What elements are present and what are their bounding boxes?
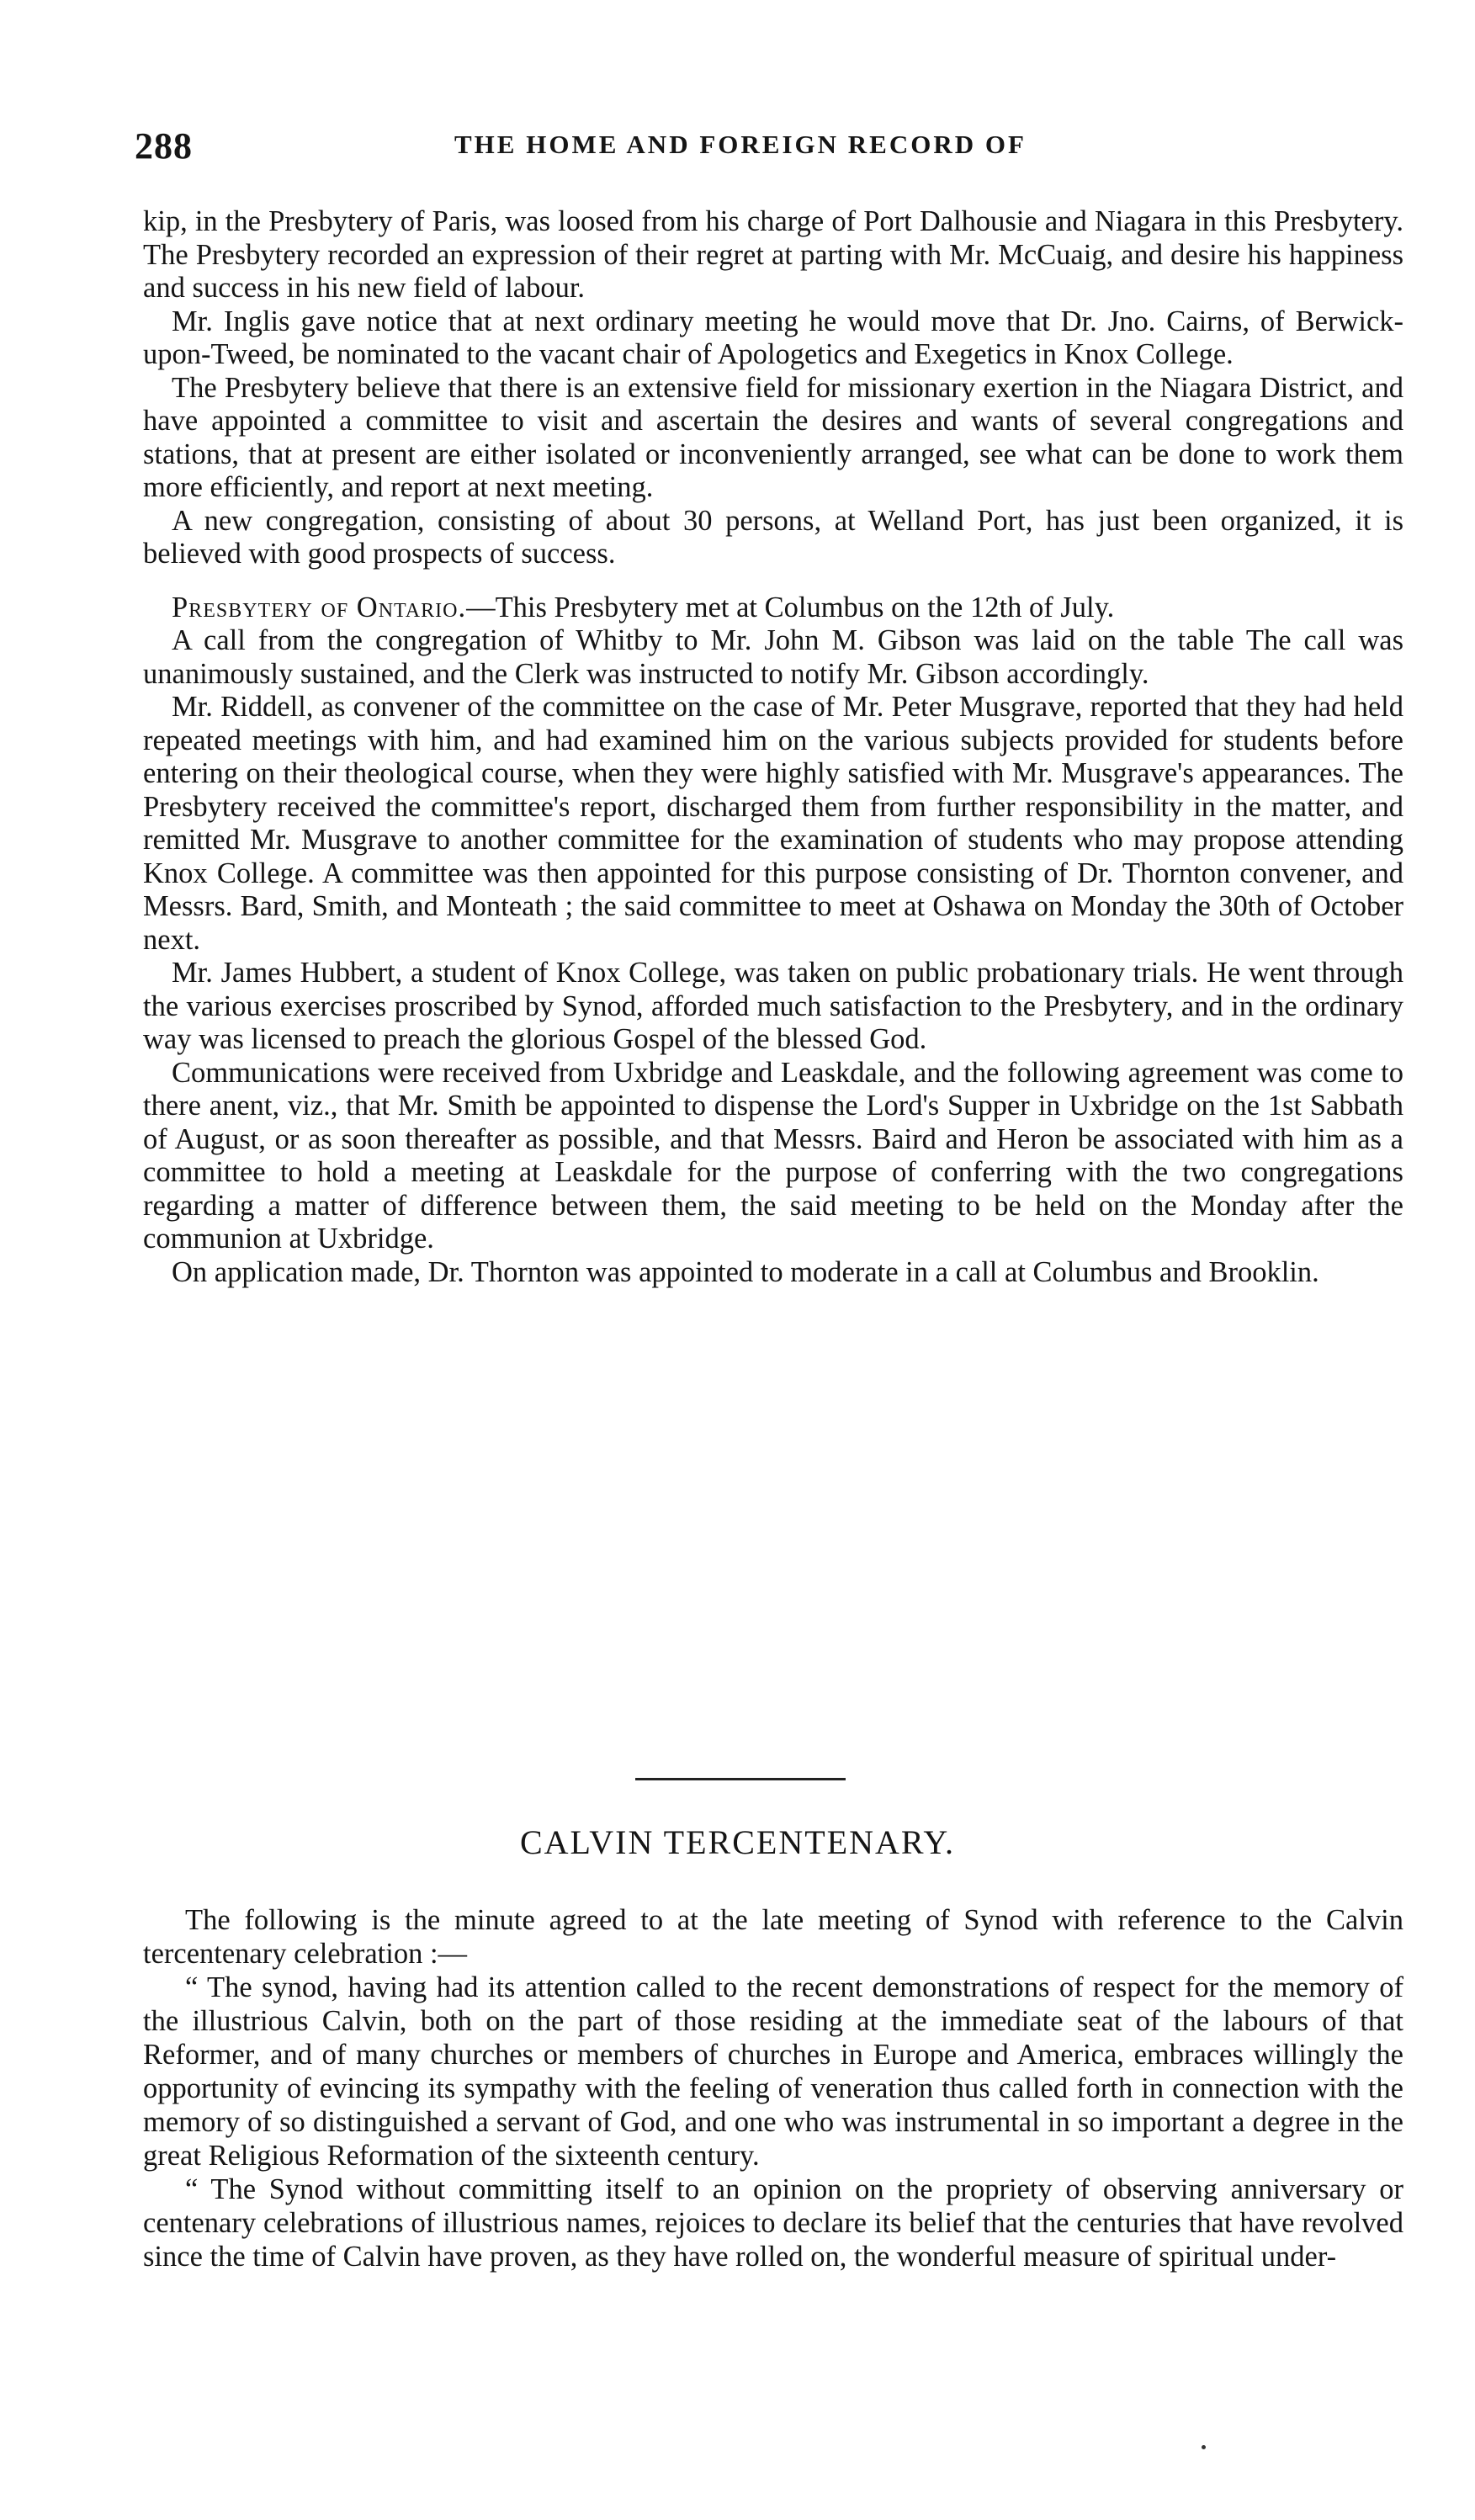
section-gap [143,571,1403,592]
calvin-minute-quote-1: “ The synod, having had its attention called to the recent demonstrations of respect for the memory of the illustrious Calvin, both on the part of those residing at the immediate seat of the labours of that Reformer, and of many churches or members of churches in Europe and America, embraces willingly the opportunity of evincing its sympathy with the feeling of veneration thus called forth in connection with the memory of so distinguished a servant of God, and one who was instrumental in so important a degree in the great Religious Reformation of the sixteenth century. [143,1971,1403,2172]
running-head [135,125,1405,175]
running-title: THE HOME AND FOREIGN RECORD OF [454,130,1027,159]
paragraph-missionary-exertion: The Presbytery believe that there is an extensive field for missionary exertion in the Niagara District, and have appointed a committee to visit and ascertain the desires and wants of several congregations and stations, that at present are either isolated or inconveniently arranged, see what can be done to work them more efficiently, and report at next meeting. [143,371,1403,503]
paragraph-inglis-notice: Mr. Inglis gave notice that at next ordinary meeting he would move that Dr. Jno. Cairns, of Berwick-upon-Tweed, be nominated to the vacant chair of Apologetics and Exegetics in Knox College. [143,305,1403,370]
paragraph-welland-port: A new congregation, consisting of about 30 persons, at Welland Port, has just been organized, it is believed with good prospects of success. [143,504,1403,570]
niagara-presbytery-section [143,205,1403,1289]
calvin-intro-paragraph: The following is the minute agreed to at the late meeting of Synod with reference to the Calvin tercentenary celebration :— [143,1904,1403,1970]
paragraph-uxbridge-leaskdale: Communications were received from Uxbridge and Leaskdale, and the following agreement was come to there anent, viz., that Mr. Smith be appointed to dispense the Lord's Supper in Uxbridge on the 1st Sabbath of August, or as soon thereafter as possible, and that Messrs. Baird and Heron be associated with him as a committee to hold a meeting at Leaskdale for the purpose of conferring with the two congregations regarding a matter of difference between them, the said meeting to be held on the Monday after the communion at Uxbridge. [143,1056,1403,1255]
ontario-heading-rest: —This Presbytery met at Columbus on the 12th of July. [466,591,1115,623]
paragraph-musgrave-committee: Mr. Riddell, as convener of the committee on the case of Mr. Peter Musgrave, reported that they had held repeated meetings with him, and had examined him on the various subjects provided for students before entering on their theological course, when they were highly satisfied with Mr. Musgrave's appearances. The Presbytery received the committee's report, discharged them from further responsibility in the matter, and remitted Mr. Musgrave to another committee for the examination of students who may propose attending Knox College. A committee was then appointed for this purpose consisting of Dr. Thornton convener, and Messrs. Bard, Smith, and Monteath ; the said committee to meet at Oshawa on Monday the 30th of October next. [143,691,1403,956]
calvin-minute-quote-2: “ The Synod without committing itself to an opinion on the propriety of observing anniversary or centenary celebrations of illustrious names, rejoices to declare its belief that the centuries that have revolved since the time of Calvin have proven, as they have rolled on, the wonderful measure of spiritual under- [143,2173,1403,2273]
calvin-tercentenary-heading: CALVIN TERCENTENARY. [519,1823,956,1861]
ontario-heading-label: Presbytery of Ontario. [172,591,467,623]
paragraph-whitby-call: A call from the congregation of Whitby to Mr. John M. Gibson was laid on the table The call was unanimously sustained, and the Clerk was instructed to notify Mr. Gibson accordingly. [143,624,1403,690]
paragraph-loosed-from-charge: kip, in the Presbytery of Paris, was loosed from his charge of Port Dalhousie and Niagara in this Presbytery. The Presbytery recorded an expression of their regret at parting with Mr. McCuaig, and desire his happiness and success in his new field of labour. [143,205,1403,304]
paragraph-columbus-brooklin: On application made, Dr. Thornton was appointed to moderate in a call at Columbus and Brooklin. [172,1255,1319,1288]
section-divider-rule [635,1778,846,1780]
ontario-presbytery-heading [143,592,1403,625]
paragraph-hubbert-trials: Mr. James Hubbert, a student of Knox College, was taken on public probationary trials. He went through the various exercises proscribed by Synod, afforded much satisfaction to the Presbytery, and in the ordinary way was licensed to preach the glorious Gospel of the blessed God. [143,957,1403,1055]
page-number: 288 [135,125,193,167]
calvin-tercentenary-section [143,1903,1403,2273]
printer-mark [1202,2445,1206,2449]
